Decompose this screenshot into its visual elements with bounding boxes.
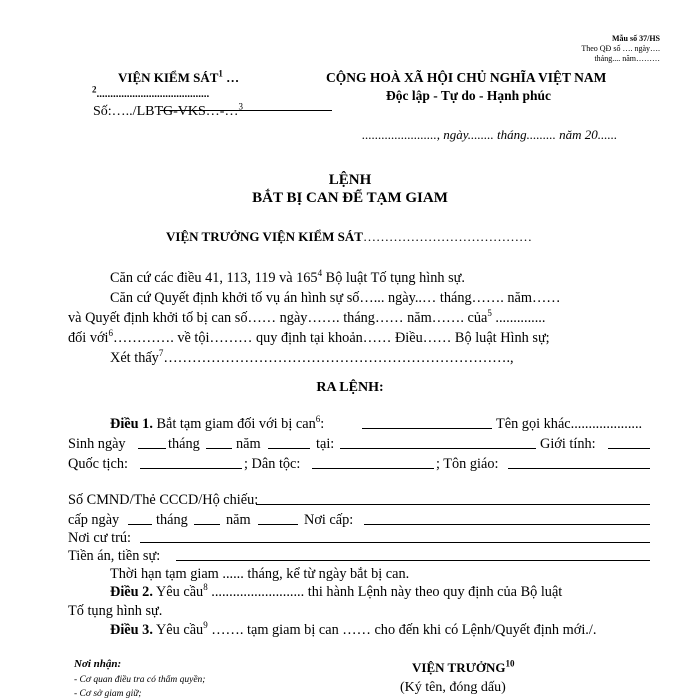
footnote-10: 10: [505, 658, 515, 669]
issue-month-blank: [194, 524, 220, 525]
ground-4-text: đối với: [68, 330, 109, 346]
article-3-tail: ……. tạm giam bị can …… cho đến khi có Lệnh/Quyết định mới./.: [207, 622, 597, 638]
date-line: ......................., ngày........ tháng......... năm 20......: [362, 127, 618, 142]
accused-name-blank: [362, 428, 492, 429]
footnote-5: 5: [487, 308, 492, 319]
ground-4-tail: …………. về tội……… quy định tại khoản…… Điều…… Bộ luật Hình sự;: [113, 330, 550, 346]
ground-line-4: [68, 330, 550, 347]
issuing-org-line2: [92, 84, 210, 100]
ground-line-5: [110, 350, 514, 367]
ground-3-text: và Quyết định khởi tố bị can số…… ngày……. tháng…… năm……. của: [68, 310, 488, 326]
id-label: Số CMND/Thẻ CCCD/Hộ chiếu:: [68, 492, 259, 508]
recipients-label: Nơi nhận:: [74, 658, 122, 670]
ground-5-tail: ……………………………………………………………….,: [163, 350, 514, 366]
document-number: [93, 101, 243, 120]
form-ref-line2: tháng.... năm………: [594, 54, 660, 63]
form-ref-line1: Theo QĐ số …. ngày….: [581, 44, 660, 53]
footnote-6: 6: [108, 328, 114, 339]
nationality-label: Quốc tịch:: [68, 456, 128, 472]
org-name: VIỆN KIỂM SÁT: [118, 70, 219, 85]
dob-year-label: năm: [236, 436, 261, 452]
document-number-text: Số:…../LBTG-VKS…-…: [93, 104, 239, 119]
authority-label: VIỆN TRƯỞNG VIỆN KIỂM SÁT: [166, 229, 363, 244]
article-1-text: Bắt tạm giam đối với bị can: [152, 416, 316, 432]
issue-year-blank: [258, 524, 298, 525]
gender-blank: [608, 448, 650, 449]
document-subtitle: BẮT BỊ CAN ĐỂ TẠM GIAM: [252, 190, 448, 206]
issue-month-label: tháng: [156, 512, 188, 528]
footnote-8: 8: [203, 582, 208, 593]
article-3-text: Yêu cầu: [152, 622, 204, 638]
org-sub-dots: .........................................: [96, 88, 210, 100]
article-1-label: Điều 1.: [110, 416, 153, 432]
ground-line-2: Căn cứ Quyết định khởi tố vụ án hình sự số…... ngày..… tháng……. năm……: [110, 290, 561, 306]
authority-dots: …………………………………: [362, 229, 532, 244]
issue-year-label: năm: [226, 512, 251, 528]
ground-line-3: [68, 310, 545, 327]
nationality-blank: [140, 468, 242, 469]
footnote-7: 7: [158, 348, 164, 359]
dob-day-blank: [138, 448, 166, 449]
issue-date-label: cấp ngày: [68, 512, 120, 528]
footnote-6b: 6: [315, 414, 321, 425]
alias-label: Tên gọi khác....................: [496, 416, 643, 432]
ground-3-tail: ..............: [491, 310, 546, 326]
article-2-text: Yêu cầu: [152, 584, 204, 600]
footnote-1: 1: [218, 68, 223, 79]
order-heading: RA LỆNH:: [316, 380, 384, 395]
article-1-line: [110, 416, 324, 433]
signature-title-text: VIỆN TRƯỞNG: [412, 660, 506, 675]
org-name-tail: …: [222, 70, 240, 85]
issue-place-label: Nơi cấp:: [304, 512, 354, 528]
article-3-label: Điều 3.: [110, 622, 153, 638]
signature-note: (Ký tên, đóng dấu): [400, 680, 506, 695]
signature-title: [412, 660, 515, 676]
ground-1-text: Căn cứ các điều 41, 113, 119 và 165: [110, 270, 318, 286]
detention-duration: Thời hạn tạm giam ...... tháng, kể từ ngày bắt bị can.: [110, 566, 410, 582]
id-blank: [256, 504, 650, 505]
issue-place-blank: [364, 524, 650, 525]
document-title: LỆNH: [328, 172, 372, 188]
residence-blank: [140, 542, 650, 543]
header-underline: [160, 110, 332, 111]
national-motto: Độc lập - Tự do - Hạnh phúc: [386, 88, 552, 103]
footnote-2: 2: [92, 84, 97, 95]
residence-label: Nơi cư trú:: [68, 530, 131, 546]
dob-year-blank: [268, 448, 310, 449]
criminal-record-label: Tiền án, tiền sự:: [68, 548, 161, 564]
footnote-4: 4: [317, 268, 323, 279]
form-code-block: [581, 34, 660, 64]
ethnicity-blank: [312, 468, 434, 469]
issue-day-blank: [128, 524, 152, 525]
dob-month-label: tháng: [168, 436, 200, 452]
religion-blank: [508, 468, 650, 469]
form-code: Mẫu số 37/HS: [611, 34, 660, 43]
ground-1-tail: Bộ luật Tố tụng hình sự.: [322, 270, 466, 286]
article-2-line2: Tố tụng hình sự.: [68, 603, 163, 619]
gender-label: Giới tính:: [540, 436, 596, 452]
birthplace-label: tại:: [316, 436, 335, 452]
birthplace-blank: [340, 448, 536, 449]
issuing-org-line1: [118, 70, 239, 86]
recipient-item: - Cơ sở giam giữ;: [74, 689, 142, 699]
recipient-item: - Cơ quan điều tra có thẩm quyền;: [74, 675, 206, 685]
ethnicity-label: ; Dân tộc:: [244, 456, 301, 472]
national-title: CỘNG HOÀ XÃ HỘI CHỦ NGHĨA VIỆT NAM: [326, 70, 607, 85]
article-2-line: [110, 584, 562, 601]
article-1-colon: :: [320, 416, 325, 432]
ground-line-1: [110, 270, 465, 287]
criminal-record-blank: [176, 560, 650, 561]
footnote-9: 9: [203, 620, 208, 631]
article-3-line: [110, 622, 596, 639]
dob-label: Sinh ngày: [68, 436, 126, 452]
article-2-tail: .......................... thi hành Lệnh này theo quy định của Bộ luật: [207, 584, 563, 600]
footnote-3: 3: [238, 101, 243, 112]
ground-5-text: Xét thấy: [110, 350, 159, 366]
article-2-label: Điều 2.: [110, 584, 153, 600]
religion-label: ; Tôn giáo:: [436, 456, 499, 472]
dob-month-blank: [206, 448, 232, 449]
issuing-authority: [166, 229, 532, 245]
